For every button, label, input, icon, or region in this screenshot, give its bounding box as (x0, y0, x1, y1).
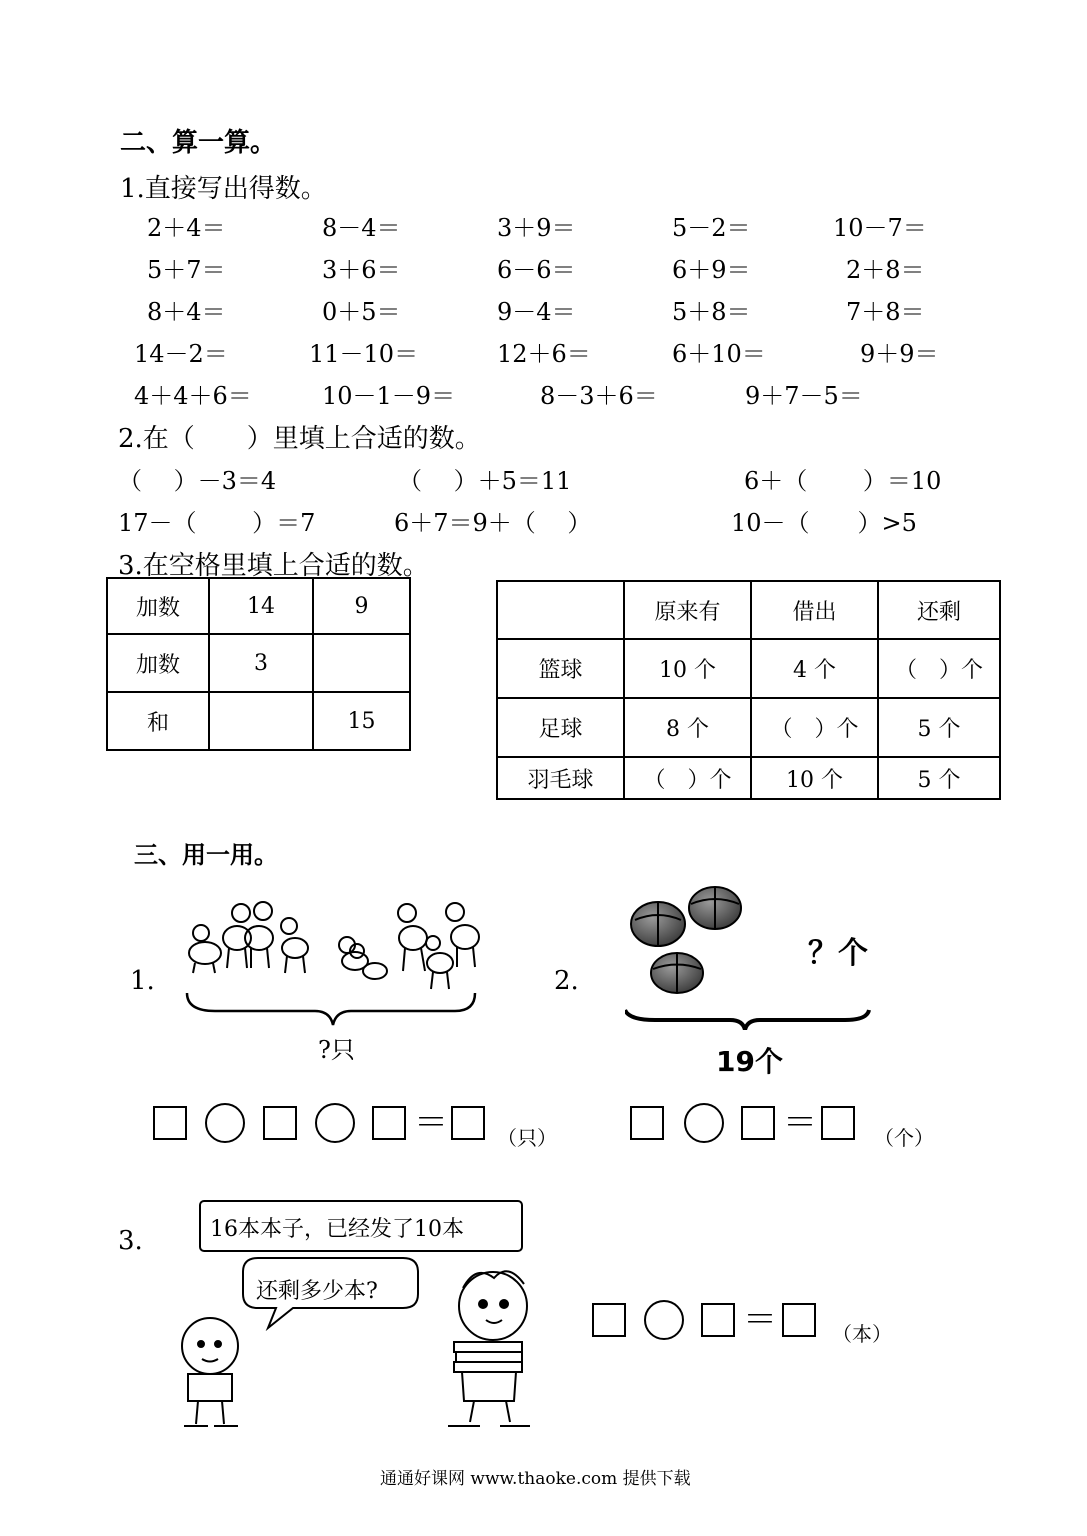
q2-item: 6＋（ ）＝10 (744, 467, 942, 495)
table-cell: 加数 (107, 634, 209, 692)
q1-item: 3＋6＝ (322, 256, 401, 284)
q1-item: 2＋8＝ (846, 256, 925, 284)
equals-sign: ＝ (414, 1103, 448, 1143)
answer-box[interactable] (782, 1303, 816, 1337)
answer-box[interactable] (451, 1106, 485, 1140)
deer-herd-illustration (175, 893, 495, 1028)
q1-item: 11－10＝ (309, 340, 419, 368)
equals-sign: ＝ (743, 1300, 777, 1340)
table-cell: 足球 (497, 698, 624, 757)
q2-item: （ ）＋5＝11 (398, 467, 572, 495)
table-cell: 5 个 (878, 757, 1000, 799)
q1-item: 2＋4＝ (147, 214, 226, 242)
problem-1-label: ?只 (318, 1036, 355, 1064)
answer-box[interactable] (821, 1106, 855, 1140)
deer-icon (281, 918, 308, 973)
q1-item: 6＋9＝ (672, 256, 751, 284)
table-cell-blank[interactable]: （ ）个 (751, 698, 878, 757)
q2-item: 10－（ ）>5 (731, 509, 917, 537)
table-cell: 8 个 (624, 698, 751, 757)
problem-3-number: 3. (118, 1226, 143, 1256)
problem-2-number: 2. (554, 966, 579, 996)
table-header: 借出 (751, 581, 878, 639)
operator-circle[interactable] (315, 1103, 355, 1143)
answer-box[interactable] (701, 1303, 735, 1337)
boy-icon (182, 1318, 238, 1426)
section-3-title: 三、用一用。 (134, 841, 278, 869)
deer-icon (189, 925, 221, 973)
q1-item: 9＋7－5＝ (745, 382, 863, 410)
operator-circle[interactable] (205, 1103, 245, 1143)
deer-icon (223, 904, 251, 968)
unit-label: （只） (497, 1126, 557, 1150)
q1-item: 9＋9＝ (860, 340, 939, 368)
balls-table (496, 580, 1001, 800)
table-cell: 9 (313, 578, 410, 634)
q1-item: 3＋9＝ (497, 214, 576, 242)
section-2-title: 二、算一算。 (120, 128, 277, 158)
answer-box[interactable] (592, 1303, 626, 1337)
q1-item: 0＋5＝ (322, 298, 401, 326)
unit-label: （个） (874, 1126, 934, 1150)
table-cell-blank[interactable] (313, 634, 410, 692)
q2-item: 17－（ ）＝7 (118, 509, 316, 537)
q1-item: 7＋8＝ (846, 298, 925, 326)
speech-bubble-2: 还剩多少本? (256, 1279, 378, 1304)
q1-item: 8＋4＝ (147, 298, 226, 326)
table-cell: 加数 (107, 578, 209, 634)
q1-item: 10－1－9＝ (322, 382, 456, 410)
table-cell-blank[interactable]: （ ）个 (878, 639, 1000, 698)
q1-item: 4＋4＋6＝ (134, 382, 252, 410)
q1-title: 1.直接写出得数。 (120, 174, 327, 204)
answer-box[interactable] (372, 1106, 406, 1140)
q1-item: 14－2＝ (134, 340, 228, 368)
answer-box[interactable] (263, 1106, 297, 1140)
boy-with-books-icon (448, 1271, 530, 1426)
table-cell: 15 (313, 692, 410, 750)
table-header: 原来有 (624, 581, 751, 639)
q2-title: 2.在（ ）里填上合适的数。 (118, 424, 481, 454)
unit-label: （本） (832, 1322, 892, 1346)
answer-box[interactable] (741, 1106, 775, 1140)
deer-icon (339, 937, 387, 979)
table-cell: 3 (209, 634, 313, 692)
table-header: 还剩 (878, 581, 1000, 639)
table-cell: 10 个 (751, 757, 878, 799)
problem-1-number: 1. (130, 966, 155, 996)
q1-item: 9－4＝ (497, 298, 576, 326)
deer-icon (426, 936, 453, 989)
footer-text: 通通好课网 www.thaoke.com 提供下载 (380, 1469, 691, 1489)
table-cell-blank[interactable]: （ ）个 (624, 757, 751, 799)
ball-icon (631, 902, 685, 946)
answer-box[interactable] (153, 1106, 187, 1140)
q1-item: 5＋7＝ (147, 256, 226, 284)
ball-icon (651, 953, 703, 993)
table-cell: 14 (209, 578, 313, 634)
table-cell: 和 (107, 692, 209, 750)
q1-item: 8－3＋6＝ (540, 382, 658, 410)
q1-item: 12＋6＝ (497, 340, 591, 368)
table-cell: 5 个 (878, 698, 1000, 757)
problem-2-question: ？个 (808, 936, 868, 971)
table-cell: 羽毛球 (497, 757, 624, 799)
speech-bubble-1: 16本本子，已经发了10本 (210, 1217, 464, 1242)
q1-item: 8－4＝ (322, 214, 401, 242)
q1-item: 5＋8＝ (672, 298, 751, 326)
q2-item: 6＋7＝9＋（ ） (394, 509, 592, 537)
table-cell: 4 个 (751, 639, 878, 698)
q1-item: 6－6＝ (497, 256, 576, 284)
q1-item: 10－7＝ (833, 214, 927, 242)
q2-item: （ ）－3＝4 (118, 467, 277, 495)
equals-sign: ＝ (783, 1103, 817, 1143)
ball-icon (689, 887, 741, 929)
table-cell: 篮球 (497, 639, 624, 698)
operator-circle[interactable] (644, 1300, 684, 1340)
addend-table (106, 577, 411, 751)
q1-item: 5－2＝ (672, 214, 751, 242)
operator-circle[interactable] (684, 1103, 724, 1143)
problem-2-total: 19个 (716, 1045, 783, 1078)
q3-title: 3.在空格里填上合适的数。 (118, 551, 429, 581)
table-cell: 10 个 (624, 639, 751, 698)
answer-box[interactable] (630, 1106, 664, 1140)
deer-icon (398, 904, 427, 971)
table-header (497, 581, 624, 639)
q1-item: 6＋10＝ (672, 340, 766, 368)
table-cell-blank[interactable] (209, 692, 313, 750)
